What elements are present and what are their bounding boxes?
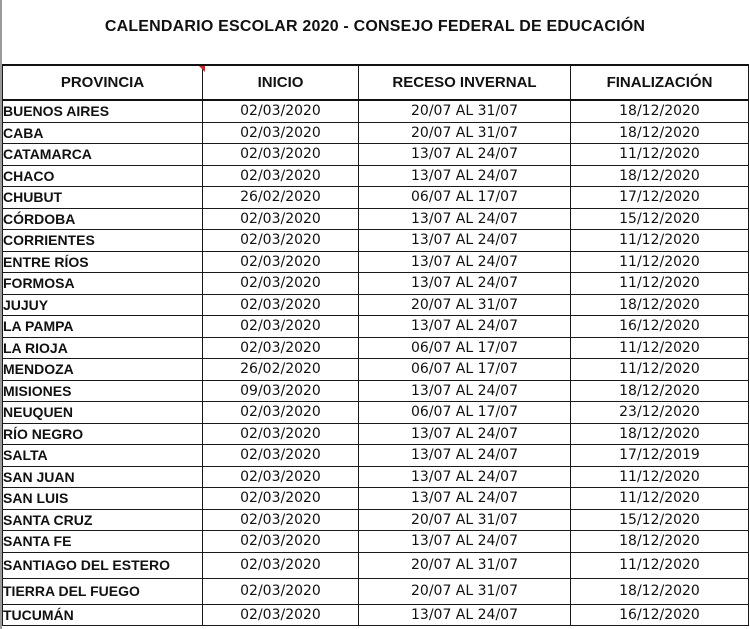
table-row [3,251,749,273]
cell-receso: 13/07 AL 24/07 [359,230,571,252]
cell-inicio: 02/03/2020 [203,100,359,122]
cell-inicio: 02/03/2020 [203,509,359,531]
table-row [3,578,749,604]
table-row [3,208,749,230]
cell-provincia: FORMOSA [3,273,203,295]
cell-receso: 06/07 AL 17/07 [359,187,571,209]
cell-finalizacion: 11/12/2020 [571,359,749,381]
cell-receso: 13/07 AL 24/07 [359,316,571,338]
table-row [3,337,749,359]
cell-provincia: LA RIOJA [3,337,203,359]
cell-receso: 06/07 AL 17/07 [359,402,571,424]
cell-finalizacion: 18/12/2020 [571,100,749,122]
cell-provincia: CATAMARCA [3,144,203,166]
table-row [3,509,749,531]
cell-inicio: 02/03/2020 [203,165,359,187]
cell-finalizacion: 11/12/2020 [571,251,749,273]
cell-receso: 06/07 AL 17/07 [359,337,571,359]
cell-finalizacion: 15/12/2020 [571,509,749,531]
calendar-table [2,64,749,626]
cell-inicio: 02/03/2020 [203,552,359,578]
cell-provincia: TIERRA DEL FUEGO [3,578,203,604]
table-row [3,122,749,144]
cell-provincia: SANTIAGO DEL ESTERO [3,552,203,578]
cell-finalizacion: 18/12/2020 [571,122,749,144]
cell-finalizacion: 18/12/2020 [571,531,749,553]
cell-inicio: 02/03/2020 [203,122,359,144]
table-row [3,466,749,488]
cell-inicio: 02/03/2020 [203,604,359,626]
cell-provincia: CHACO [3,165,203,187]
cell-receso: 13/07 AL 24/07 [359,531,571,553]
cell-finalizacion: 11/12/2020 [571,488,749,510]
cell-receso: 13/07 AL 24/07 [359,423,571,445]
cell-provincia: SANTA FE [3,531,203,553]
cell-provincia: TUCUMÁN [3,604,203,626]
cell-finalizacion: 23/12/2020 [571,402,749,424]
cell-finalizacion: 15/12/2020 [571,208,749,230]
cell-provincia: ENTRE RÍOS [3,251,203,273]
cell-provincia: BUENOS AIRES [3,100,203,122]
cell-receso: 20/07 AL 31/07 [359,122,571,144]
cell-inicio: 02/03/2020 [203,230,359,252]
cell-finalizacion: 11/12/2020 [571,144,749,166]
cell-finalizacion: 18/12/2020 [571,165,749,187]
cell-provincia: CORRIENTES [3,230,203,252]
cell-finalizacion: 11/12/2020 [571,466,749,488]
table-row [3,402,749,424]
column-header-finalizacion: FINALIZACIÓN [571,65,749,100]
comment-indicator-icon [199,66,205,72]
cell-finalizacion: 11/12/2020 [571,337,749,359]
cell-inicio: 02/03/2020 [203,294,359,316]
cell-receso: 20/07 AL 31/07 [359,100,571,122]
cell-provincia: SAN LUIS [3,488,203,510]
cell-inicio: 02/03/2020 [203,337,359,359]
cell-finalizacion: 11/12/2020 [571,230,749,252]
cell-finalizacion: 18/12/2020 [571,380,749,402]
column-header-inicio: INICIO [203,65,359,100]
table-row [3,359,749,381]
cell-provincia: MISIONES [3,380,203,402]
cell-inicio: 02/03/2020 [203,208,359,230]
cell-receso: 13/07 AL 24/07 [359,208,571,230]
table-row [3,144,749,166]
cell-inicio: 02/03/2020 [203,423,359,445]
page-title: CALENDARIO ESCOLAR 2020 - CONSEJO FEDERAL DE EDUCACIÓN [104,18,646,35]
cell-inicio: 02/03/2020 [203,488,359,510]
table-row [3,445,749,467]
cell-receso: 20/07 AL 31/07 [359,578,571,604]
table-row [3,294,749,316]
cell-provincia: NEUQUEN [3,402,203,424]
column-header-provincia: PROVINCIA [3,65,203,100]
cell-inicio: 09/03/2020 [203,380,359,402]
cell-inicio: 02/03/2020 [203,144,359,166]
cell-receso: 13/07 AL 24/07 [359,144,571,166]
cell-provincia: CABA [3,122,203,144]
cell-finalizacion: 11/12/2020 [571,552,749,578]
cell-inicio: 02/03/2020 [203,466,359,488]
cell-provincia: SANTA CRUZ [3,509,203,531]
table-row [3,488,749,510]
cell-finalizacion: 11/12/2020 [571,273,749,295]
cell-finalizacion: 18/12/2020 [571,294,749,316]
table-row [3,187,749,209]
cell-provincia: SALTA [3,445,203,467]
cell-receso: 13/07 AL 24/07 [359,251,571,273]
cell-finalizacion: 16/12/2020 [571,316,749,338]
cell-receso: 20/07 AL 31/07 [359,294,571,316]
cell-receso: 13/07 AL 24/07 [359,445,571,467]
cell-receso: 13/07 AL 24/07 [359,604,571,626]
table-row [3,273,749,295]
table-row [3,316,749,338]
cell-receso: 13/07 AL 24/07 [359,273,571,295]
table-row [3,604,749,626]
cell-receso: 06/07 AL 17/07 [359,359,571,381]
cell-receso: 13/07 AL 24/07 [359,165,571,187]
cell-provincia: CÓRDOBA [3,208,203,230]
cell-inicio: 02/03/2020 [203,578,359,604]
column-header-receso: RECESO INVERNAL [359,65,571,100]
table-header-row [3,65,749,100]
cell-receso: 13/07 AL 24/07 [359,466,571,488]
cell-provincia: CHUBUT [3,187,203,209]
cell-provincia: MENDOZA [3,359,203,381]
cell-provincia: RÍO NEGRO [3,423,203,445]
cell-finalizacion: 17/12/2020 [571,187,749,209]
cell-receso: 13/07 AL 24/07 [359,380,571,402]
cell-finalizacion: 18/12/2020 [571,423,749,445]
table-row [3,380,749,402]
cell-inicio: 26/02/2020 [203,187,359,209]
cell-receso: 20/07 AL 31/07 [359,509,571,531]
cell-receso: 20/07 AL 31/07 [359,552,571,578]
cell-inicio: 26/02/2020 [203,359,359,381]
cell-inicio: 02/03/2020 [203,402,359,424]
table-row [3,423,749,445]
cell-provincia: LA PAMPA [3,316,203,338]
cell-inicio: 02/03/2020 [203,531,359,553]
cell-receso: 13/07 AL 24/07 [359,488,571,510]
cell-inicio: 02/03/2020 [203,445,359,467]
cell-finalizacion: 17/12/2019 [571,445,749,467]
cell-inicio: 02/03/2020 [203,273,359,295]
cell-inicio: 02/03/2020 [203,251,359,273]
cell-provincia: SAN JUAN [3,466,203,488]
cell-inicio: 02/03/2020 [203,316,359,338]
table-row [3,165,749,187]
table-row [3,531,749,553]
cell-provincia: JUJUY [3,294,203,316]
table-row [3,552,749,578]
cell-finalizacion: 16/12/2020 [571,604,749,626]
cell-finalizacion: 18/12/2020 [571,578,749,604]
table-row [3,100,749,122]
table-row [3,230,749,252]
